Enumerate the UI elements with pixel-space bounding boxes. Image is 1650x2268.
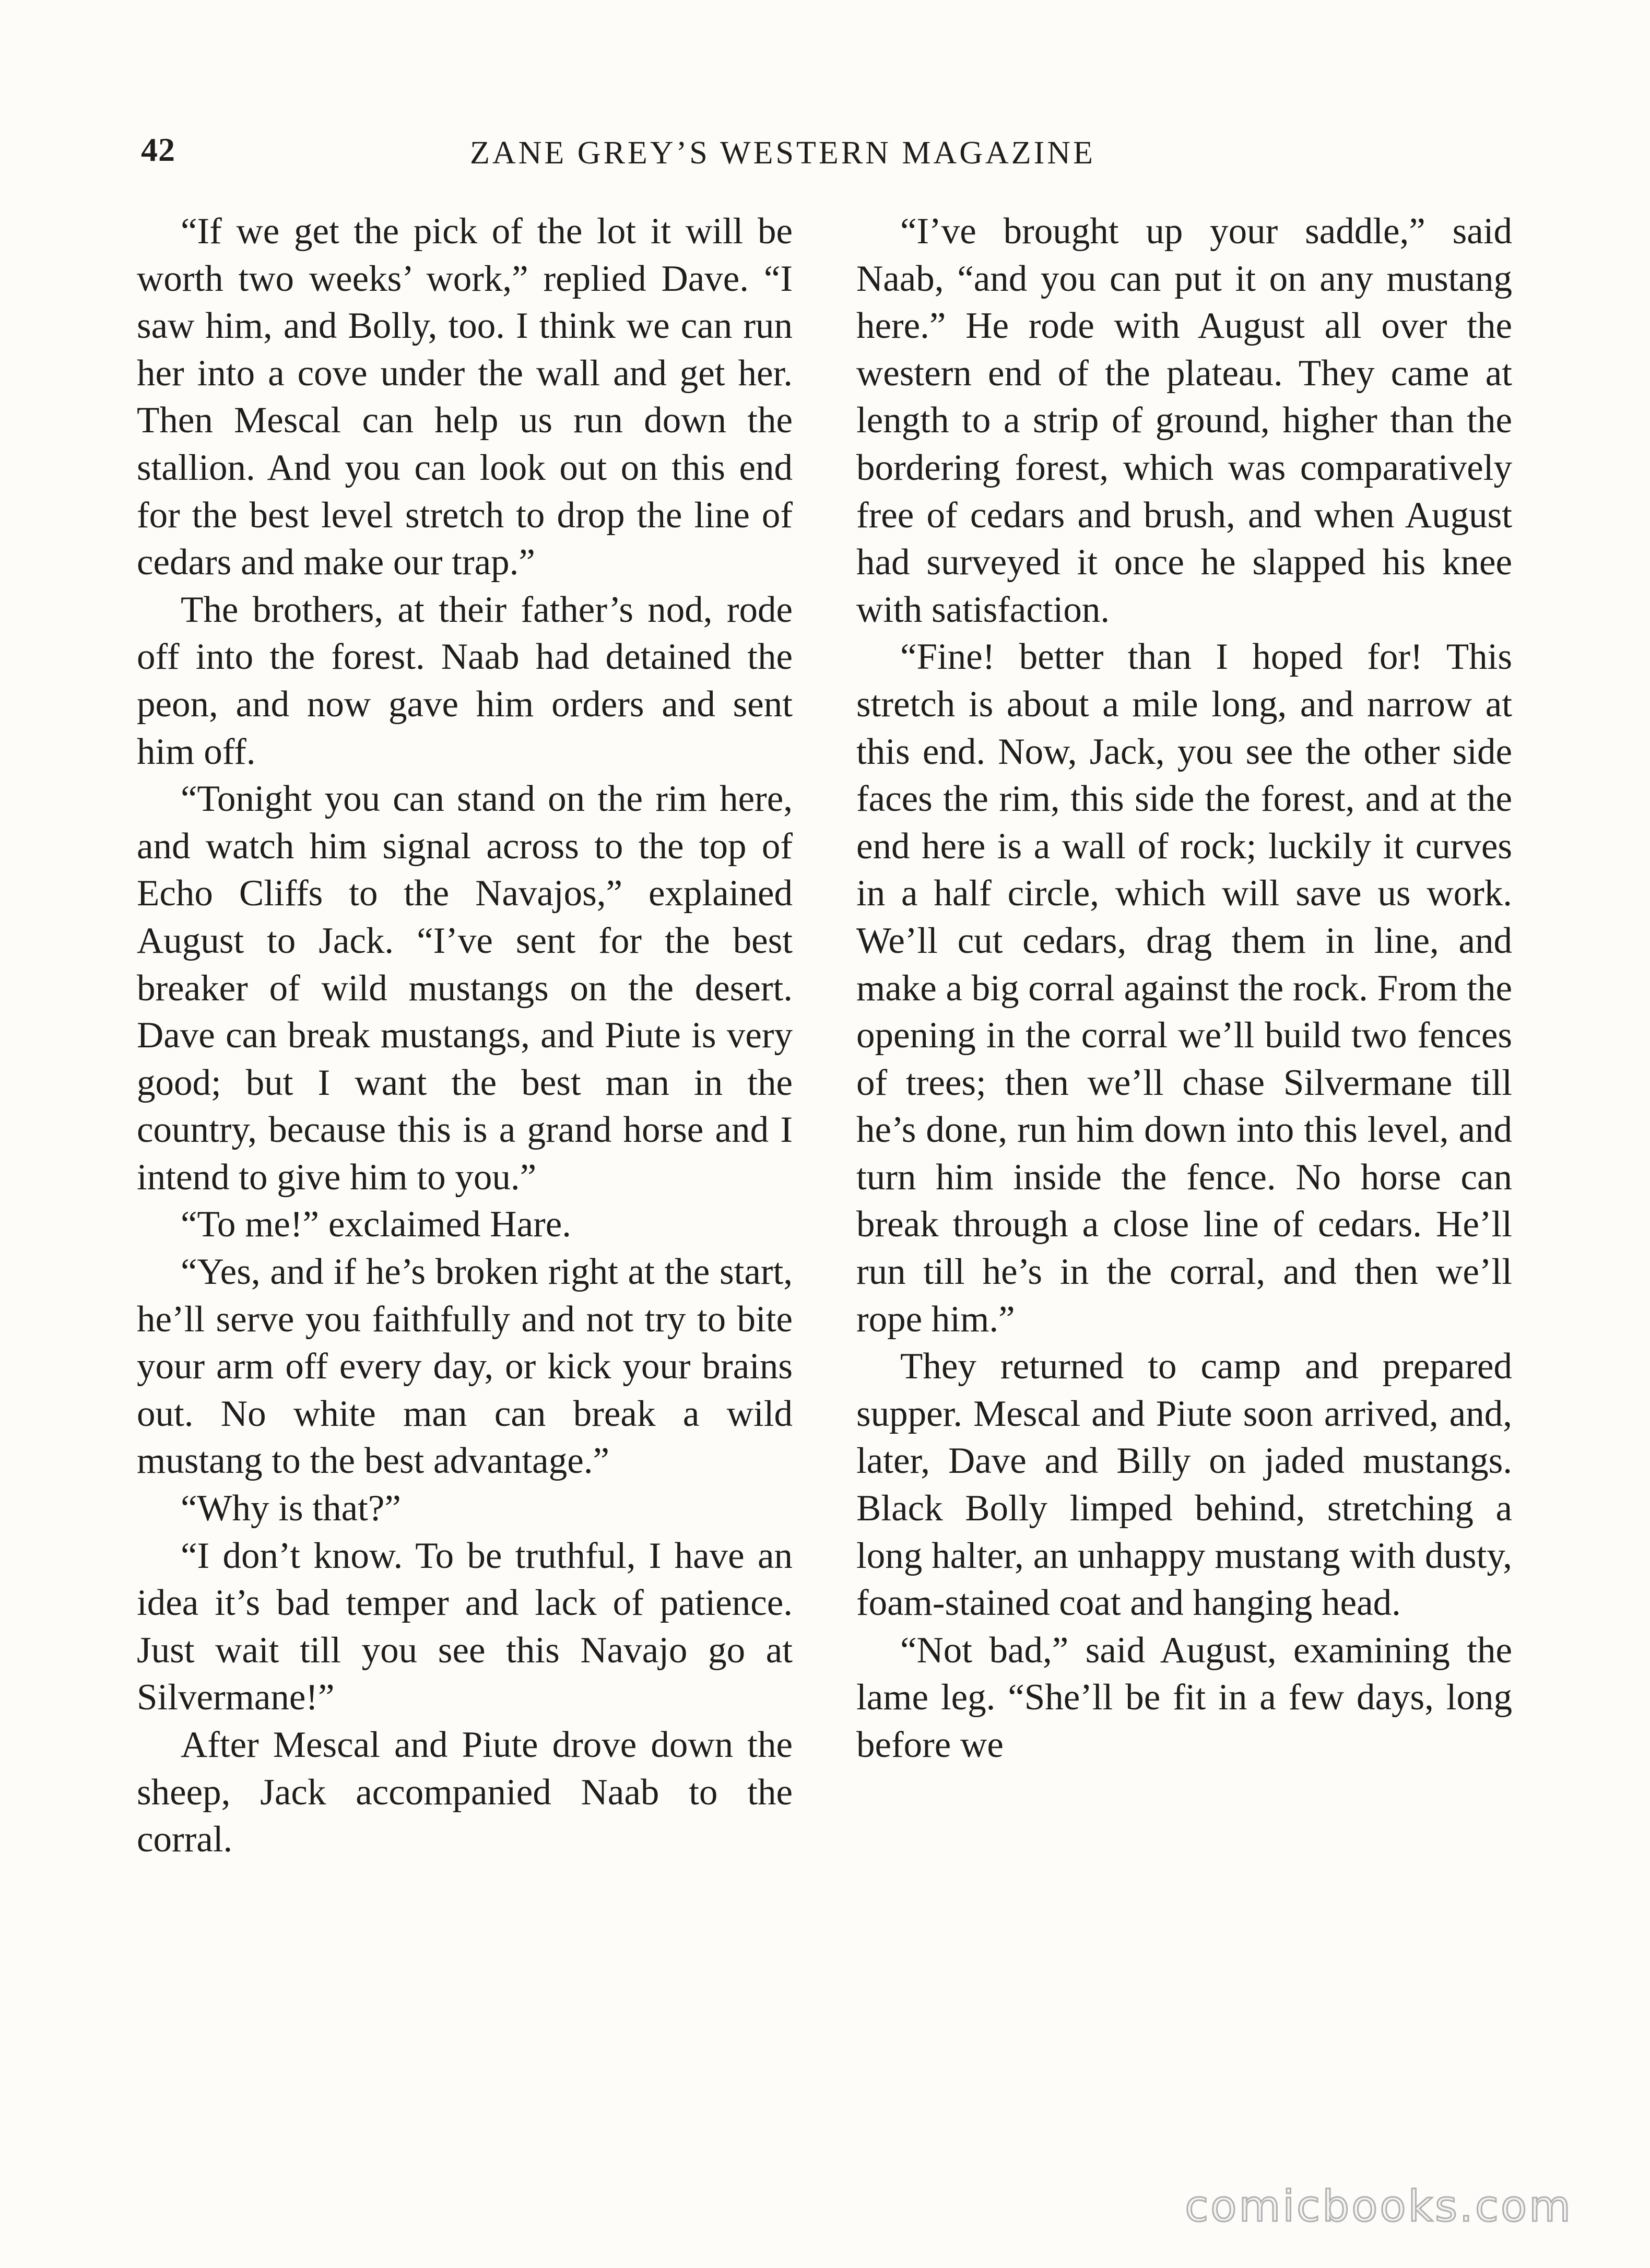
paragraph: After Mescal and Piute drove down the sheep, Jack accompanied Naab to the corral. (137, 1724, 793, 1860)
paragraph: “Fine! better than I hoped for! This stretch is about a mile long, and narrow at this end. Now, Jack, you see the other side faces the rim, this side the forest, and at the end here is a wall of rock; luckily it curves in a half circle, which will save us work. We’ll cut cedars, drag them in line, and make a big corral against the rock. From the opening in the corral we’ll build two fences of trees; then we’ll chase Silvermane till he’s done, run him down into this level, and turn him inside the fence. No horse can break through a close line of cedars. He’ll run till he’s in the corral, and then we’ll rope him.” (856, 636, 1512, 1340)
running-head: ZANE GREY’S WESTERN MAGAZINE (470, 135, 1095, 171)
paragraph: “To me!” exclaimed Hare. (181, 1204, 571, 1245)
paragraph: “I’ve brought up your saddle,” said Naab, “and you can put it on any mustang here.” He rode with August all over the western end of the plateau. They came at length to a strip of ground, higher than the bordering forest, which was comparatively free of cedars and brush, and when August had surveyed it once he slapped his knee with satisfaction. (856, 211, 1512, 630)
paragraph: They returned to camp and prepared supper. Mescal and Piute soon arrived, and, later, Dave and Billy on jaded mustangs. Black Bolly limped behind, stretching a long halter, an unhappy mustang with dusty, foam-stained coat and hanging head. (856, 1346, 1512, 1624)
paragraph: “Why is that?” (181, 1488, 401, 1529)
paragraph: The brothers, at their father’s nod, rode off into the forest. Naab had detained the peon, and now gave him orders and sent him off. (137, 589, 793, 772)
paragraph: “Yes, and if he’s broken right at the start, he’ll serve you faithfully and not try to bite your arm off every day, or kick your brains out. No white man can break a wild mustang to the best advantage.” (137, 1251, 793, 1482)
left-column (137, 208, 793, 1863)
right-column (856, 208, 1512, 1769)
paragraph: “Not bad,” said August, examining the lame leg. “She’ll be fit in a few days, long before we (856, 1629, 1512, 1765)
watermark: comicbooks.com (1185, 2182, 1573, 2231)
paragraph: “Tonight you can stand on the rim here, and watch him signal across to the top of Echo Cliffs to the Navajos,” explained August to Jack. “I’ve sent for the best breaker of wild mustangs on the desert. Dave can break mustangs, and Piute is very good; but I want the best man in the country, because this is a grand horse and I intend to give him to you.” (137, 778, 793, 1198)
paragraph: “I don’t know. To be truthful, I have an idea it’s bad temper and lack of patience. Just wait till you see this Navajo go at Silvermane!” (137, 1535, 793, 1718)
paragraph: “If we get the pick of the lot it will be worth two weeks’ work,” replied Dave. “I saw him, and Bolly, too. I think we can run her into a cove under the wall and get her. Then Mescal can help us run down the stallion. And you can look out on this end for the best level stretch to drop the line of cedars and make our trap.” (137, 211, 793, 583)
page-number: 42 (141, 131, 175, 168)
